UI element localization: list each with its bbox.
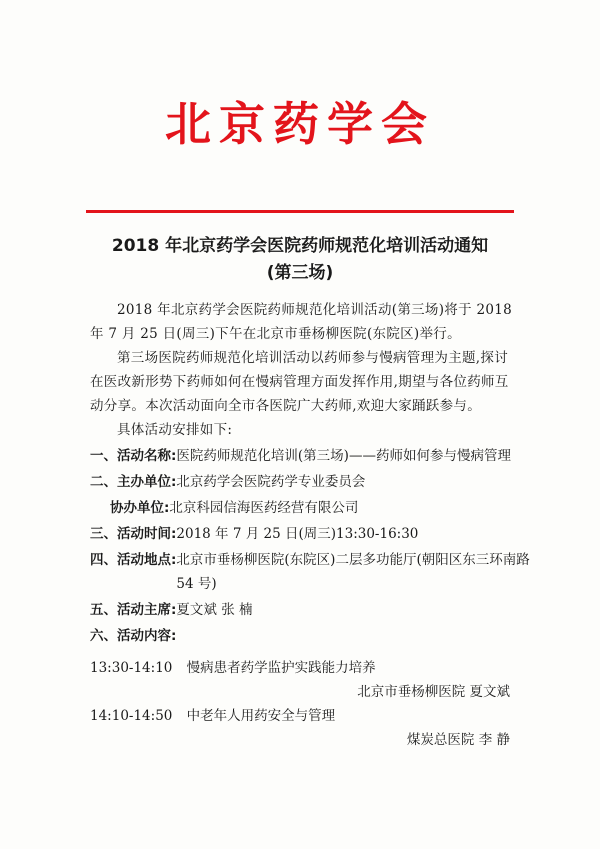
letterhead-divider: [86, 210, 514, 213]
schedule-row: [90, 656, 530, 680]
notice-title: [0, 233, 600, 287]
detail-value: 2018 年 7 月 25 日(周三)13:30-16:30: [176, 526, 419, 542]
detail-chair: [90, 598, 530, 622]
detail-value: 北京药学会医院药学专业委员会: [176, 474, 366, 490]
detail-label: 二、主办单位:: [90, 474, 177, 490]
paragraph-1: 2018 年北京药学会医院药师规范化培训活动(第三场)将于 2018 年 7 月 25 日(周三)下午在北京市垂杨柳医院(东院区)举行。: [90, 302, 513, 342]
detail-name: [90, 444, 530, 468]
schedule-row: [90, 704, 530, 728]
detail-label: 协办单位:: [110, 500, 170, 516]
detail-value: 北京市垂杨柳医院(东院区)二层多功能厅(朝阳区东三环南路 54 号): [176, 552, 530, 592]
schedule-time: 13:30-14:10: [90, 660, 173, 676]
schedule-speaker: 煤炭总医院 李 静: [406, 732, 510, 748]
notice-title-line1: 2018 年北京药学会医院药师规范化培训活动通知: [111, 236, 489, 256]
notice-body: [90, 298, 520, 442]
detail-label: 一、活动名称:: [90, 448, 177, 464]
detail-co-organizer: [90, 496, 530, 520]
schedule-time: 14:10-14:50: [90, 708, 173, 724]
detail-value: [176, 624, 530, 648]
detail-organizer: [90, 470, 530, 494]
detail-time: [90, 522, 530, 546]
schedule-topic: 中老年人用药安全与管理: [186, 708, 336, 724]
detail-label: 五、活动主席:: [90, 602, 177, 618]
detail-content: [90, 624, 530, 648]
detail-label: 四、活动地点:: [90, 552, 177, 568]
detail-label: 三、活动时间:: [90, 526, 177, 542]
notice-title-line2: (第三场): [266, 263, 334, 283]
schedule-topic: 慢病患者药学监护实践能力培养: [186, 660, 376, 676]
schedule-intro: 具体活动安排如下:: [117, 422, 233, 438]
detail-venue: [90, 548, 530, 596]
paragraph-2: 第三场医院药师规范化培训活动以药师参与慢病管理为主题,探讨在医改新形势下药师如何在慢病管理方面发挥作用,期望与各位药师互动分享。本次活动面向全市各医院广大药师,欢迎大家踊跃参与。: [90, 350, 509, 414]
schedule-speaker: 北京市垂杨柳医院 夏文斌: [357, 684, 510, 700]
detail-value: 医院药师规范化培训(第三场)——药师如何参与慢病管理: [176, 448, 511, 464]
detail-label: 六、活动内容:: [90, 628, 177, 644]
detail-value: 夏文斌 张 楠: [176, 602, 253, 618]
event-details: [90, 444, 530, 650]
org-letterhead: 北京药学会: [165, 97, 435, 151]
detail-value: 北京科园信海医药经营有限公司: [169, 500, 359, 516]
